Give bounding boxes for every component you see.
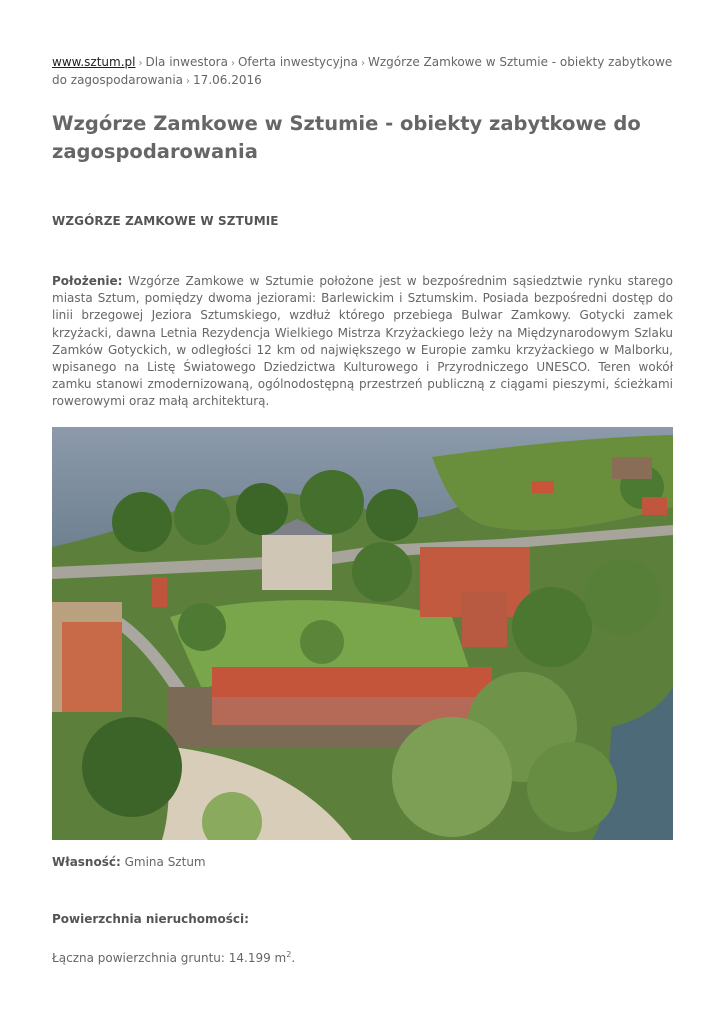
castle-aerial-photo (52, 427, 673, 840)
breadcrumb-item[interactable]: Dla inwestora (145, 55, 228, 69)
breadcrumb-item[interactable]: Oferta inwestycyjna (237, 55, 358, 69)
ownership-label: Własność: (52, 854, 121, 869)
area-unit-exponent: 2 (286, 949, 292, 959)
area-heading (52, 911, 673, 928)
location-paragraph (52, 273, 673, 411)
breadcrumb-home-link[interactable]: www.sztum.pl (52, 55, 136, 69)
section-heading: WZGÓRZE ZAMKOWE W SZTUMIE (52, 214, 279, 228)
breadcrumb (52, 54, 673, 90)
area-text: Łączna powierzchnia gruntu: 14.199 m (52, 950, 287, 965)
area-heading-text: Powierzchnia nieruchomości: (52, 911, 249, 926)
document-page (52, 54, 673, 967)
ownership-value: Gmina Sztum (120, 854, 206, 869)
breadcrumb-separator-icon: › (361, 58, 365, 69)
breadcrumb-item[interactable]: Wzgórze Zamkowe w Sztumie - obiekty zabytkowe do zagospodarowania (52, 55, 673, 87)
breadcrumb-separator-icon: › (230, 58, 235, 69)
area-value (52, 946, 673, 967)
location-text: Wzgórze Zamkowe w Sztumie położone jest w bezpośrednim sąsiedztwie rynku starego miasta Sztum, pomiędzy dwoma jeziorami: Barlewickim i Sztumskim. Posiada bezpośredni dostęp do linii brzegowej Jeziora Sztumskiego, wzdłuż którego przebiega Bulwar Zamkowy. Gotycki zamek krzyżacki, dawna Letnia Rezydencja Wielkiego Mistrza Krzyżackiego leży na Międzynarodowym Szlaku Zamków Gotyckich, w odległości 12 km od największego w Europie zamku krzyżackiego w Malborku, wpisanego na Listę Światowego Dziedzictwa Kulturowego i Przyrodniczego UNESCO. Teren wokół zamku stanowi zmodernizowaną, ogólnodostępną przestrzeń publiczną z ciągami pieszymi, ścieżkami rowerowymi oraz małą architekturą. (52, 274, 673, 409)
area-end: . (291, 950, 296, 965)
breadcrumb-separator-icon: › (138, 58, 143, 69)
location-label: Położenie: (52, 274, 123, 288)
page-title: Wzgórze Zamkowe w Sztumie - obiekty zabytkowe do zagospodarowania (52, 112, 641, 163)
breadcrumb-date: 17.06.2016 (193, 73, 262, 87)
ownership-field (52, 854, 673, 871)
breadcrumb-separator-icon: › (186, 76, 191, 87)
